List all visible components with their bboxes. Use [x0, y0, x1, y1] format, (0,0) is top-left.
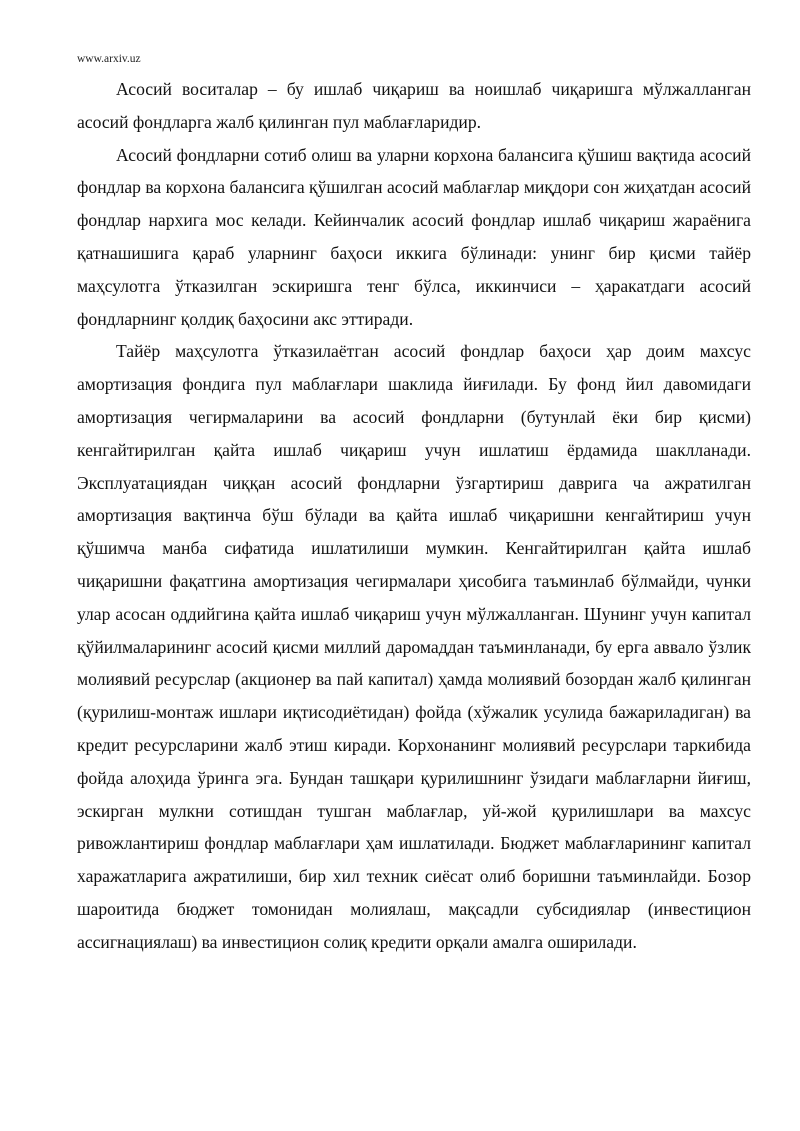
paragraph-1: Асосий воситалар – бу ишлаб чиқариш ва ноишлаб чиқаришга мўлжалланган асосий фондларга жалб қилинган пул маблағларидир.: [77, 79, 751, 132]
site-url: www.arxiv.uz: [77, 53, 141, 65]
paragraph-3: Тайёр маҳсулотга ўтказилаётган асосий фондлар баҳоси ҳар доим махсус амортизация фондига пул маблағлари шаклида йиғилади. Бу фонд йил давомидаги амортизация чегирмаларини ва асосий фондларни (бутунлай ёки бир қисми) кенгайтирилган қайта ишлаб чиқариш учун ишлатиш ёрдамида шаклланади. Эксплуатациядан чиққан асосий фондларни ўзгартириш даврига ча ажратилган амортизация вақтинча бўш бўлади ва қайта ишлаб чиқаришни кенгайтириш учун қўшимча манба сифатида ишлатилиши мумкин. Кенгайтирилган қайта ишлаб чиқаришни фақатгина амортизация чегирмалари ҳисобига таъминлаб бўлмайди, чунки улар асосан оддийгина қайта ишлаб чиқариш учун мўлжалланган. Шунинг учун капитал қўйилмаларининг асосий қисми миллий даромаддан таъминланади, бу ерга аввало ўзлик молиявий ресурслар (акционер ва пай капитал) ҳамда молиявий бозордан жалб қилинган (қурилиш-монтаж ишлари иқтисодиётидан) фойда (хўжалик усулида бажариладиган) ва кредит ресурсларини жалб этиш киради. Корхонанинг молиявий ресурслари таркибида фойда алоҳида ўринга эга. Бундан ташқари қурилишнинг ўзидаги маблағларни йиғиш, эскирган мулкни сотишдан тушган маблағлар, уй-жой қурилишлари ва махсус ривожлантириш фондлар маблағлари ҳам ишлатилади. Бюджет маблағларининг капитал харажатларига ажратилиши, бир хил техник сиёсат олиб боришни таъминлайди. Бозор шароитида бюджет томонидан молиялаш, мақсадли субсидиялар (инвестицион ассигнациялаш) ва инвестицион солиқ кредити орқали амалга оширилади.: [77, 341, 751, 952]
document-body: [77, 73, 751, 959]
paragraph-2: Асосий фондларни сотиб олиш ва уларни корхона балансига қўшиш вақтида асосий фондлар ва корхона балансига қўшилган асосий маблағлар миқдори сон жиҳатдан асосий фондлар нархига мос келади. Кейинчалик асосий фондлар ишлаб чиқариш жараёнига қатнашишига қараб уларнинг баҳоси иккига бўлинади: унинг бир қисми тайёр маҳсулотга ўтказилган эскиришга тенг бўлса, иккинчиси – ҳаракатдаги асосий фондларнинг қолдиқ баҳосини акс эттиради.: [77, 144, 751, 329]
